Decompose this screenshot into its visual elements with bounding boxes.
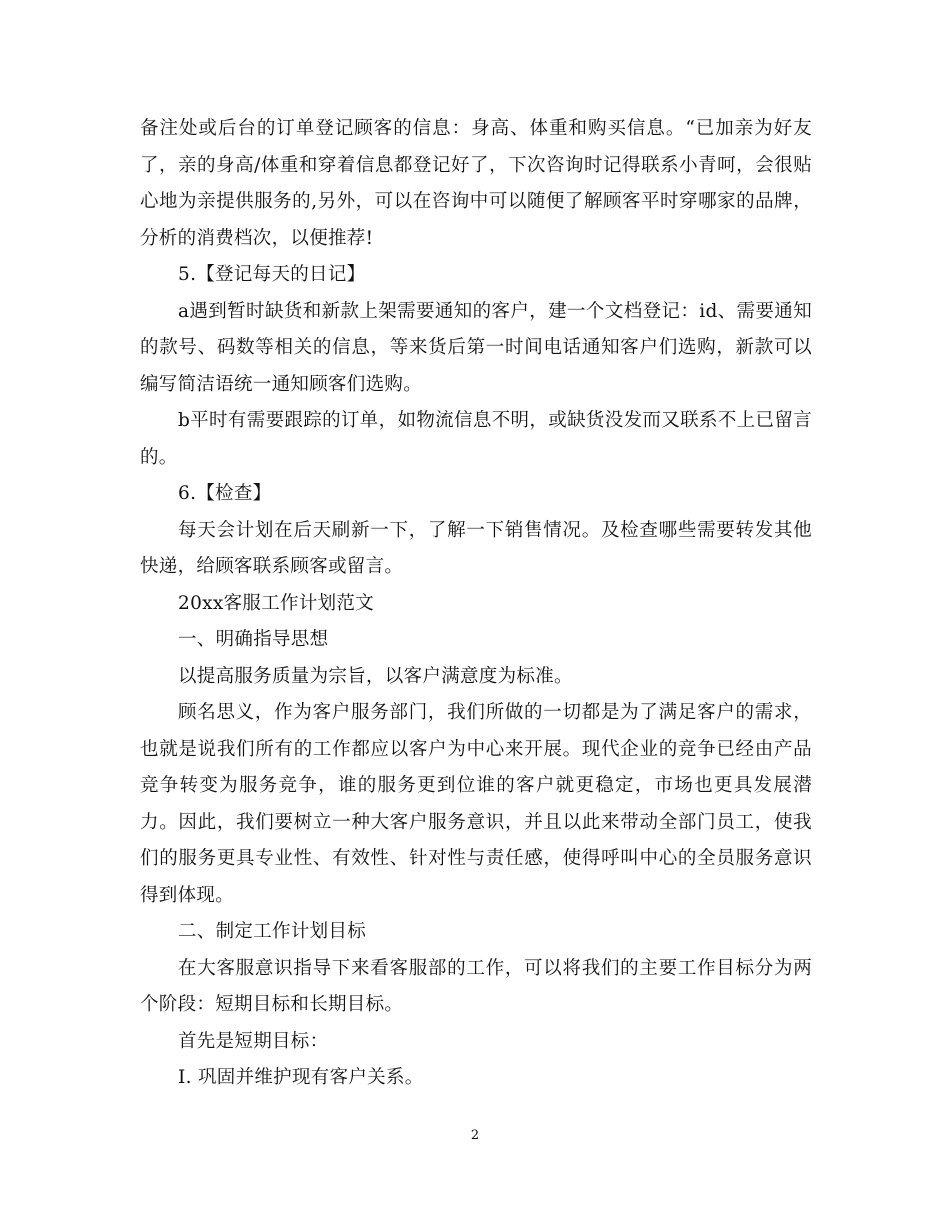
page-number: 2: [470, 1128, 480, 1143]
paragraph: 首先是短期目标：: [178, 1030, 329, 1052]
paragraph: 顾名思义，作为客户服务部门，我们所做的一切都是为了满足客户的需求，也就是说我们所有的工作都应以客户为中心来开展。现代企业的竞争已经由产品竞争转变为服务竞争，谁的服务更到位谁的客户就更稳定，市场也更具发展潜力。因此，我们要树立一种大客户服务意识，并且以此来带动全部门员工，使我们的服务更具专业性、有效性、针对性与责任感，使得呼叫中心的全员服务意识得到体现。: [140, 702, 812, 906]
section-heading: 5.【登记每天的日记】: [178, 264, 366, 285]
paragraph: b平时有需要跟踪的订单，如物流信息不明，或缺货没发而又联系不上已留言的。: [140, 410, 812, 468]
paragraph: a遇到暂时缺货和新款上架需要通知的客户，建一个文档登记：id、需要通知的款号、码数等相关的信息，等来货后第一时间电话通知客户们选购，新款可以编写简洁语统一通知顾客们选购。: [140, 300, 812, 395]
section-heading: 二、制定工作计划目标: [178, 921, 367, 942]
section-heading: 一、明确指导思想: [178, 629, 329, 650]
list-item: I. 巩固并维护现有客户关系。: [178, 1067, 424, 1088]
paragraph: 备注处或后台的订单登记顾客的信息：身高、体重和购买信息。“已加亲为好友了，亲的身高/体重和穿着信息都登记好了，下次咨询时记得联系小青呵，会很贴心地为亲提供服务的,另外，可以在咨询中可以随便了解顾客平时穿哪家的品牌，分析的消费档次，以便推荐!: [140, 118, 812, 249]
document-title: 20xx客服工作计划范文: [178, 592, 375, 614]
paragraph: 以提高服务质量为宗旨，以客户满意度为标准。: [178, 665, 573, 687]
section-heading: 6.【检查】: [178, 483, 272, 504]
paragraph: 每天会计划在后天刷新一下，了解一下销售情况。及检查哪些需要转发其他快递，给顾客联系顾客或留言。: [140, 519, 812, 577]
paragraph: 在大客服意识指导下来看客服部的工作，可以将我们的主要工作目标分为两个阶段：短期目标和长期目标。: [140, 957, 812, 1015]
document-body: [140, 111, 812, 1097]
